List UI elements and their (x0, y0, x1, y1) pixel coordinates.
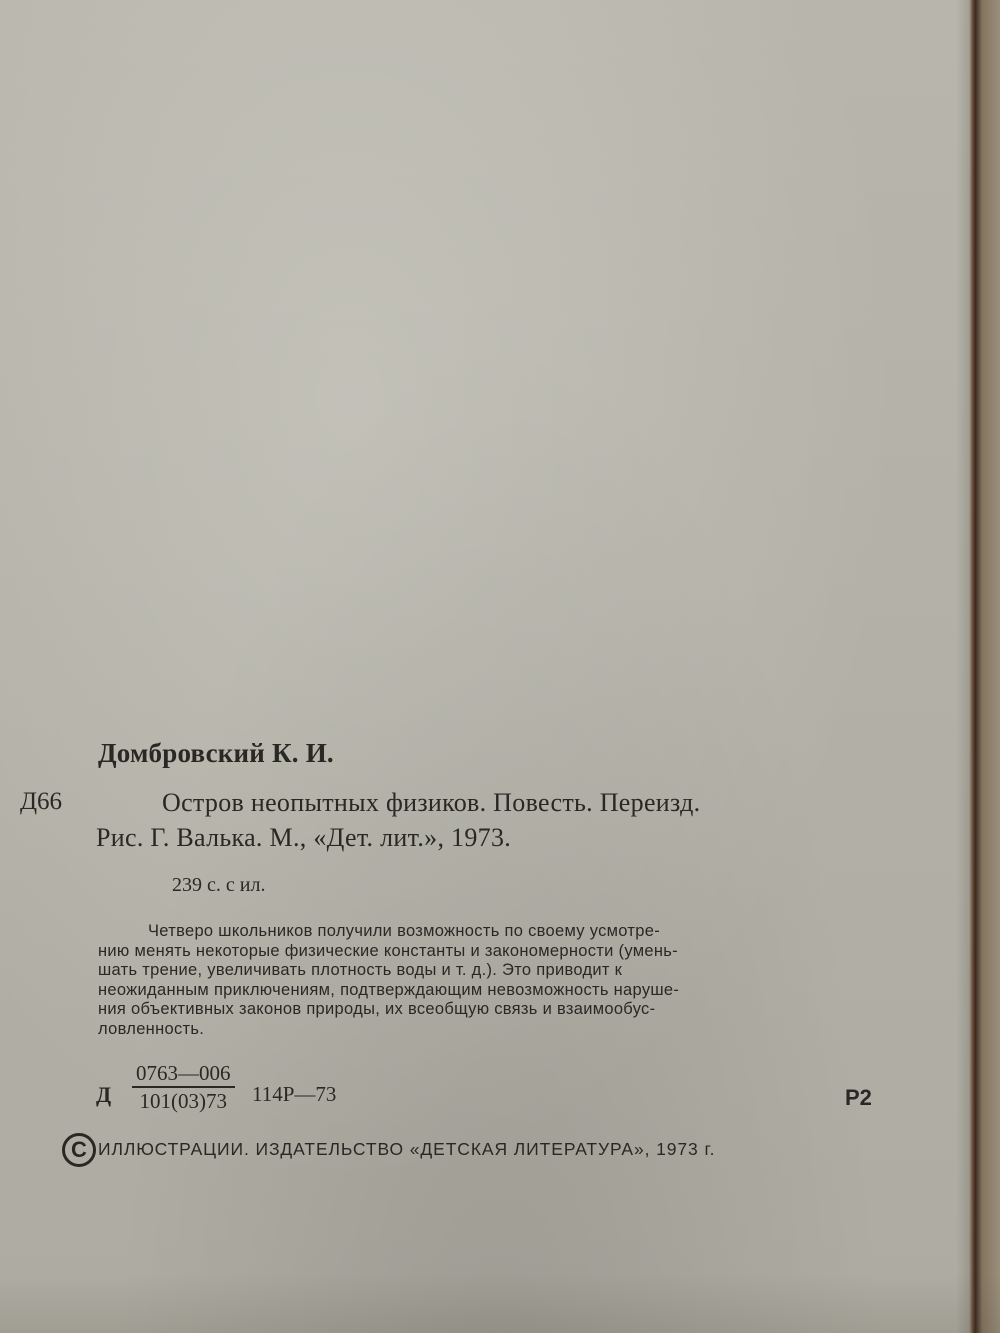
author-name: Домбровский К. И. (98, 738, 334, 768)
annotation-line: нию менять некоторые физические константы и закономерности (умень- (98, 941, 678, 960)
index-fraction (132, 1060, 235, 1114)
index-denominator: 101(03)73 (139, 1089, 227, 1113)
index-prefix: Д (96, 1082, 112, 1107)
page-edge (956, 0, 1000, 1333)
page-shadow (0, 1273, 1000, 1333)
title-line: Остров неопытных физиков. Повесть. Переизд. (162, 788, 701, 817)
copyright-icon (62, 1133, 96, 1167)
copyright-symbol: С (71, 1137, 87, 1162)
index-numerator: 0763—006 (132, 1060, 235, 1088)
bbk-code: Р2 (845, 1085, 872, 1110)
catalog-code: Д66 (20, 788, 63, 815)
annotation-line: неожиданным приключениям, подтверждающим невозможность наруше- (98, 980, 680, 999)
index-suffix: 114Р—73 (252, 1082, 337, 1106)
page-count: 239 с. с ил. (172, 874, 266, 896)
annotation-line: Четверо школьников получили возможность по своему усмотре- (148, 922, 660, 940)
annotation-line: ловленность. (98, 1019, 205, 1038)
annotation-line: ния объективных законов природы, их всеобщую связь и взаимообус- (98, 1000, 656, 1018)
imprint-line: Рис. Г. Валька. М., «Дет. лит.», 1973. (96, 823, 512, 852)
annotation (98, 922, 874, 1039)
annotation-line: шать трение, увеличивать плотность воды и т. д.). Это приводит к (98, 961, 623, 979)
copyright-line: ИЛЛЮСТРАЦИИ. ИЗДАТЕЛЬСТВО «ДЕТСКАЯ ЛИТЕРАТУРА», 1973 г. (98, 1139, 716, 1159)
